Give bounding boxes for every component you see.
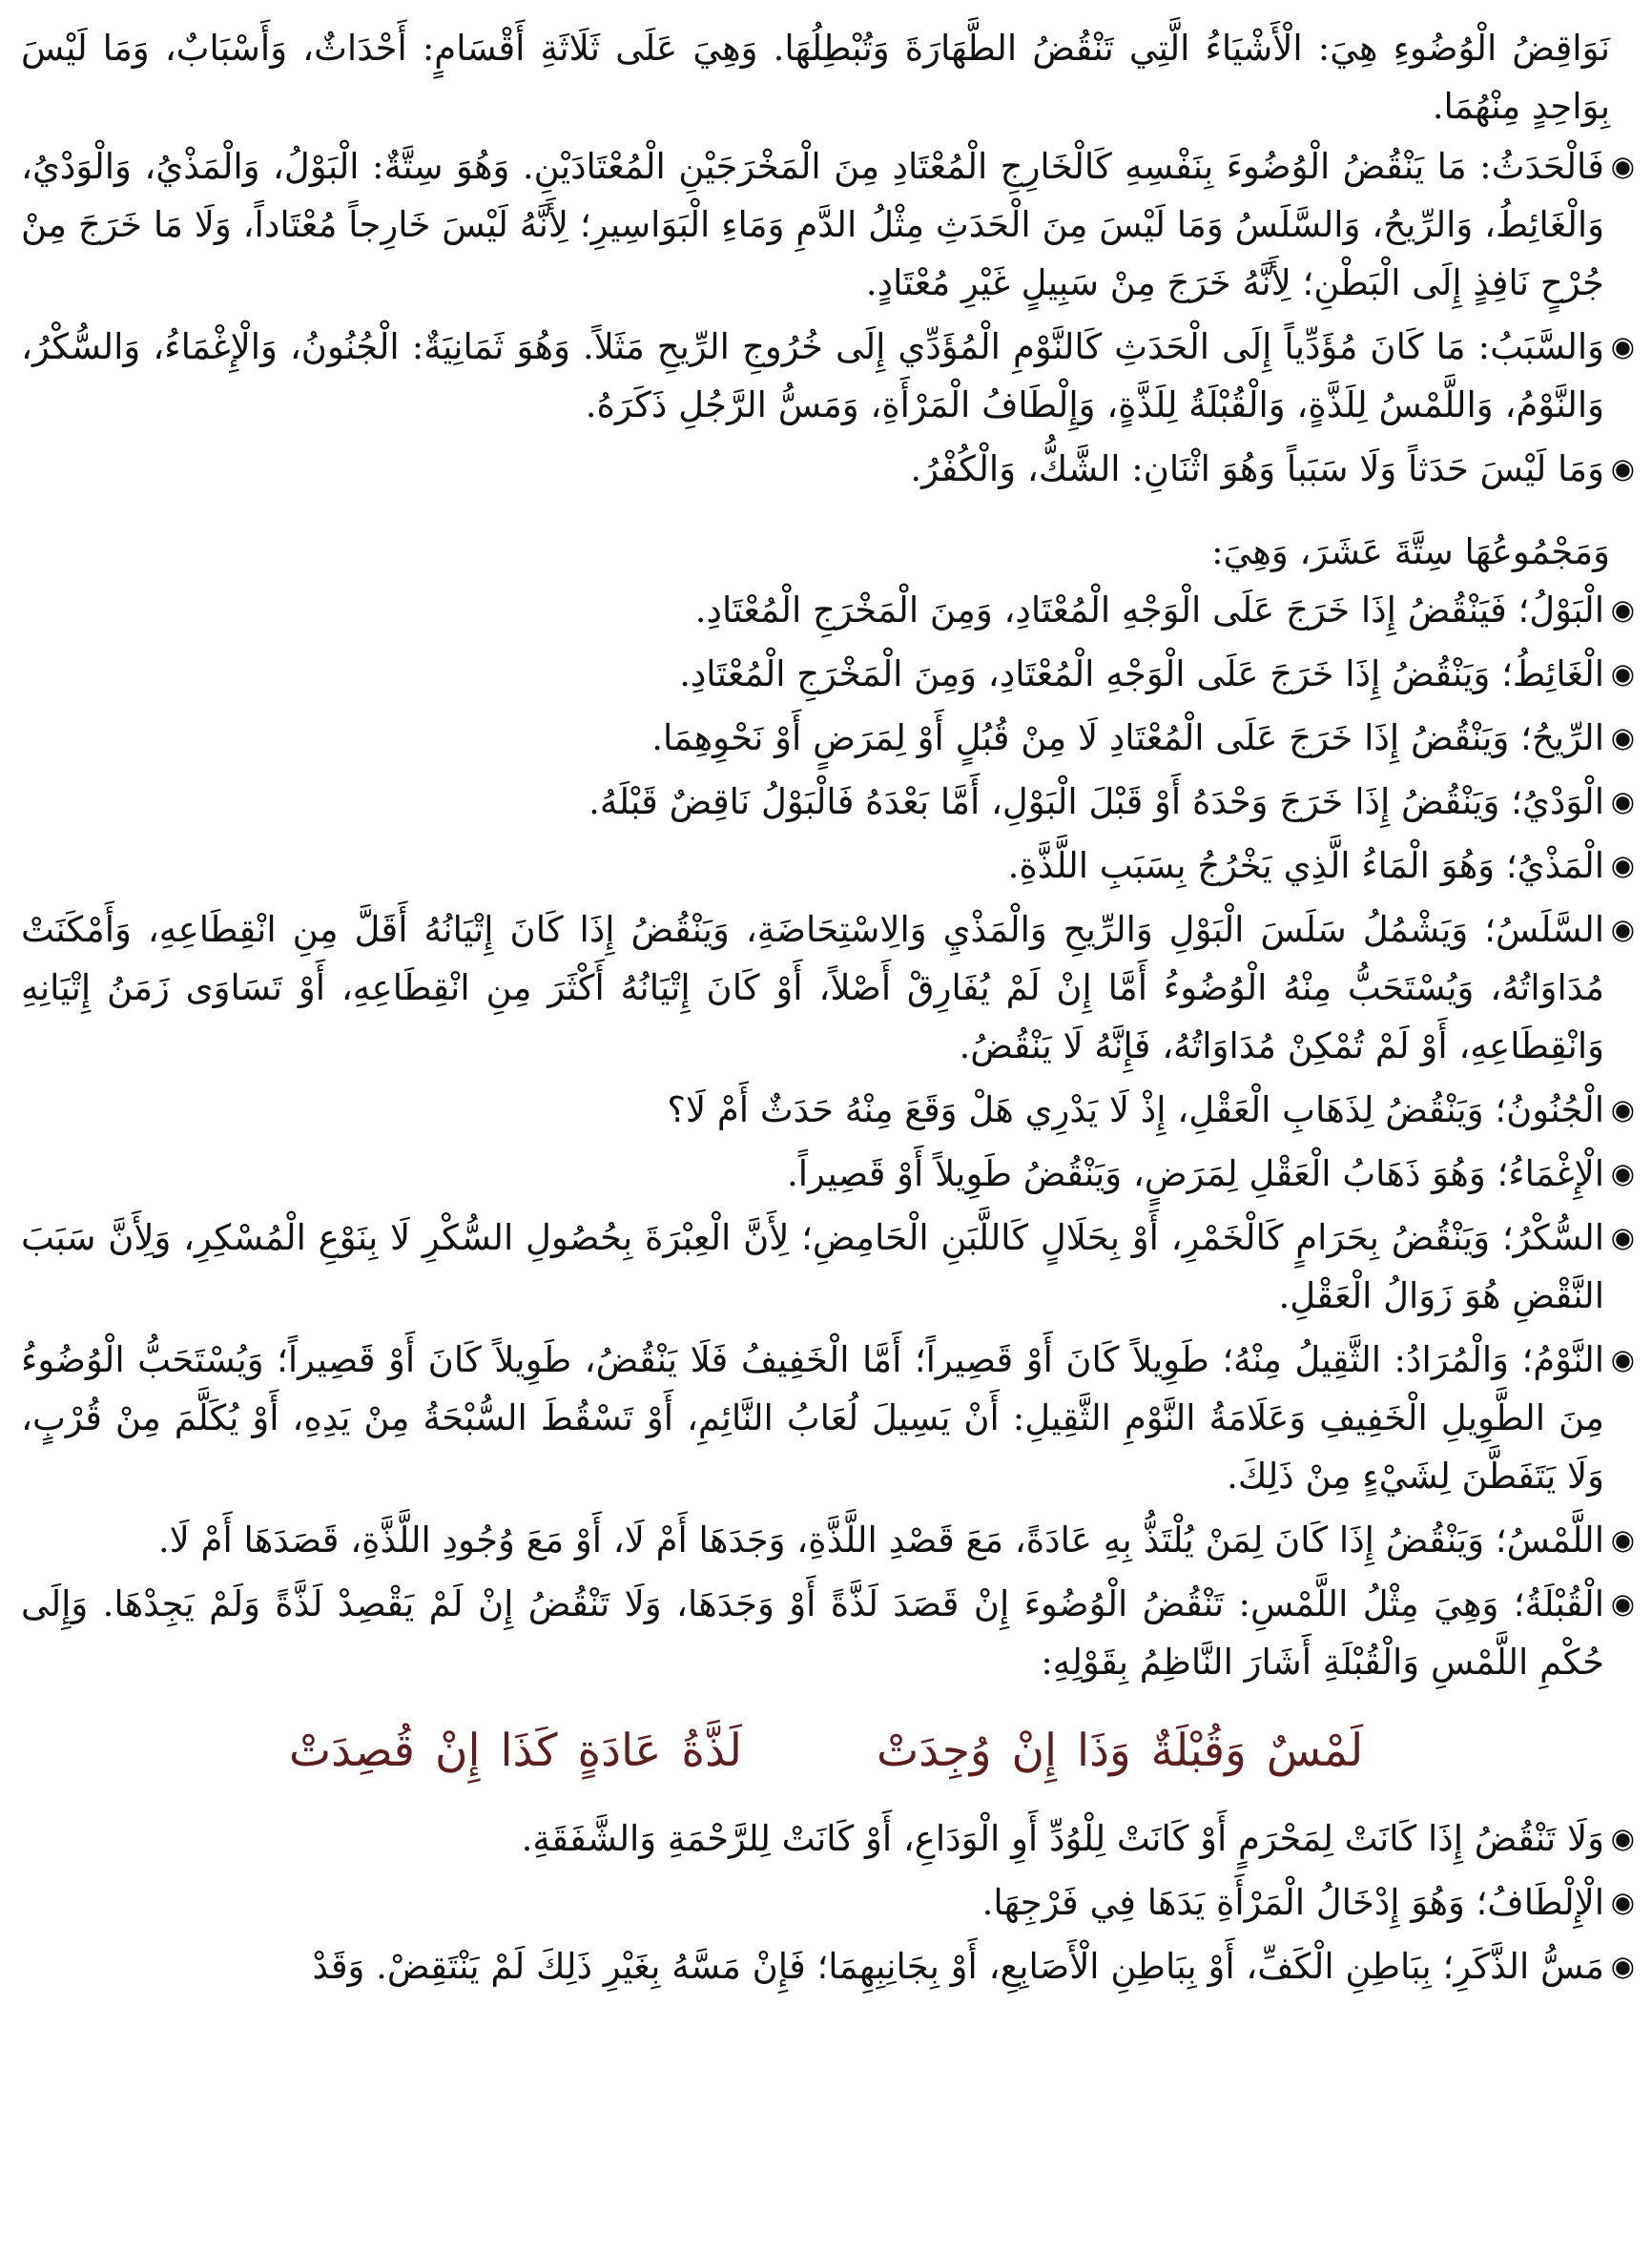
list-item-text: مَسُّ الذَّكَرِ؛ بِبَاطِنِ الْكَفِّ، أَوْ بِبَاطِنِ الْأَصَابِعِ، أَوْ بِجَانِبِهِمَا؛ فَإِنْ مَسَّهُ بِغَيْرِ ذَلِكَ لَمْ يَنْتَقِضْ. وَقَدْ <box>312 1946 1604 1987</box>
bullet-icon: ◉ <box>1610 593 1635 626</box>
list-item <box>21 1145 1635 1203</box>
bullet-icon: ◉ <box>1610 1886 1635 1918</box>
bullet-icon: ◉ <box>1610 849 1635 881</box>
bullet-icon: ◉ <box>1610 1157 1635 1189</box>
bullet-icon: ◉ <box>1610 1093 1635 1126</box>
section-neither-text: وَمَا لَيْسَ حَدَثاً وَلَا سَبَباً وَهُوَ اثْنَانِ: الشَّكُّ، وَالْكُفْرُ. <box>910 448 1604 489</box>
list-item-text: الْمَذْيُ؛ وَهُوَ الْمَاءُ الَّذِي يَخْرُجُ بِسَبَبِ اللَّذَّةِ. <box>1007 845 1604 886</box>
list-item <box>21 1873 1635 1932</box>
list-item-text: الْوَدْيُ؛ وَيَنْقُضُ إِذَا خَرَجَ وَحْدَهُ أَوْ قَبْلَ الْبَوْلِ، أَمَّا بَعْدَهُ فَالْبَوْلُ نَاقِضٌ قَبْلَهُ. <box>589 781 1604 822</box>
list-item-text: السُّكْرُ؛ وَيَنْقُضُ بِحَرَامٍ كَالْخَمْرِ، أَوْ بِحَلَالٍ كَاللَّبَنِ الْحَامِضِ؛ لِأَنَّ الْعِبْرَةَ بِحُصُولِ السُّكْرِ لَا بِنَوْعِ الْمُسْكِرِ، وَلِأَنَّ سَبَبَ النَّقْضِ هُوَ زَوَالُ الْعَقْلِ. <box>21 1217 1604 1316</box>
verse-second-hemistich: لَذَّةُ عَادَةٍ كَذَا إِنْ قُصِدَتْ <box>288 1725 742 1777</box>
list-item <box>21 837 1635 895</box>
bullet-icon: ◉ <box>1610 330 1635 362</box>
list-item <box>21 1331 1635 1505</box>
subheading: وَمَجْمُوعُهَا سِتَّةَ عَشَرَ، وَهِيَ: <box>1211 531 1610 572</box>
intro-paragraph: نَوَاقِضُ الْوُضُوءِ هِيَ: الْأَشْيَاءُ الَّتِي تَنْقُضُ الطَّهَارَةَ وَتُبْطِلُهَا. وَهِيَ عَلَى ثَلَاثَةِ أَقْسَامٍ: أَحْدَاثٌ، وَأَسْبَابٌ، وَمَا لَيْسَ بِوَاحِدٍ مِنْهُمَا. <box>21 28 1611 127</box>
list-item-text: اللَّمْسُ؛ وَيَنْقُضُ إِذَا كَانَ لِمَنْ يُلْتَذُّ بِهِ عَادَةً، مَعَ قَصْدِ اللَّذَّةِ، وَجَدَهَا أَمْ لَا، أَوْ مَعَ وُجُودِ اللَّذَّةِ، قَصَدَهَا أَمْ لَا. <box>157 1519 1604 1561</box>
list-item <box>21 1937 1635 1995</box>
section-hadath-text: فَالْحَدَثُ: مَا يَنْقُضُ الْوُضُوءَ بِنَفْسِهِ كَالْخَارِجِ الْمُعْتَادِ مِنَ الْمَخْرَجَيْنِ الْمُعْتَادَيْنِ. وَهُوَ سِتَّةٌ: الْبَوْلُ، وَالْمَذْيُ، وَالْوَدْيُ، وَالْغَائِطُ، وَالرِّيحُ، وَالسَّلَسُ وَمَا لَيْسَ مِنَ الْحَدَثِ مِثْلُ الدَّمِ وَمَاءِ الْبَوَاسِيرِ؛ لِأَنَّهُ لَيْسَ خَارِجاً مُعْتَاداً، وَلَا مَا خَرَجَ مِنْ جُرْحٍ نَافِذٍ إِلَى الْبَطْنِ؛ لِأَنَّهُ خَرَجَ مِنْ سَبِيلٍ غَيْرِ مُعْتَادٍ. <box>21 146 1604 303</box>
document-page <box>21 19 1635 2253</box>
list-item <box>21 1209 1635 1325</box>
bullet-icon: ◉ <box>1610 1950 1635 1982</box>
list-item <box>21 1081 1635 1139</box>
bullet-icon: ◉ <box>1610 1587 1635 1620</box>
bullet-icon: ◉ <box>1610 1221 1635 1253</box>
bullet-icon: ◉ <box>1610 452 1635 485</box>
list-item-text: الْغَائِطُ؛ وَيَنْقُضُ إِذَا خَرَجَ عَلَى الْوَجْهِ الْمُعْتَادِ، وَمِنَ الْمَخْرَجِ الْمُعْتَادِ. <box>679 653 1604 694</box>
list-item <box>21 709 1635 767</box>
list-item-text: الرِّيحُ؛ وَيَنْقُضُ إِذَا خَرَجَ عَلَى الْمُعْتَادِ لَا مِنْ قُبُلٍ أَوْ لِمَرَضٍ أَوْ نَحْوِهِمَا. <box>651 717 1604 758</box>
bullet-icon: ◉ <box>1610 1523 1635 1556</box>
verse-first-hemistich: لَمْسٌ وَقُبْلَةٌ وَذَا إِنْ وُجِدَتْ <box>876 1725 1364 1777</box>
bullet-icon: ◉ <box>1610 785 1635 817</box>
list-item-text: الْإِغْمَاءُ؛ وَهُوَ ذَهَابُ الْعَقْلِ لِمَرَضٍ، وَيَنْقُضُ طَوِيلاً أَوْ قَصِيراً. <box>787 1153 1604 1194</box>
list-item <box>21 581 1635 639</box>
section-hadath <box>21 137 1635 312</box>
section-sabab-text: وَالسَّبَبُ: مَا كَانَ مُؤَدِّياً إِلَى الْحَدَثِ كَالنَّوْمِ الْمُؤَدِّي إِلَى خُرُوجِ الرِّيحِ مَثَلاً. وَهُوَ ثَمَانِيَةٌ: الْجُنُونُ، وَالْإِغْمَاءُ، وَالسُّكْرُ، وَالنَّوْمُ، وَاللَّمْسُ لِلَذَّةٍ، وَالْقُبْلَةُ لِلَذَّةٍ، وَإِلْطَافُ الْمَرْأَةِ، وَمَسُّ الرَّجُلِ ذَكَرَهُ. <box>21 326 1604 425</box>
list-item-text: الْبَوْلُ؛ فَيَنْقُضُ إِذَا خَرَجَ عَلَى الْوَجْهِ الْمُعْتَادِ، وَمِنَ الْمَخْرَجِ الْمُعْتَادِ. <box>694 589 1604 630</box>
bullet-icon: ◉ <box>1610 1343 1635 1375</box>
section-neither <box>21 440 1635 498</box>
bullet-icon: ◉ <box>1610 1822 1635 1854</box>
list-item <box>21 900 1635 1075</box>
poem-verse <box>21 1699 1631 1804</box>
bullet-icon: ◉ <box>1610 913 1635 945</box>
list-item-text: الْجُنُونُ؛ وَيَنْقُضُ لِذَهَابِ الْعَقْلِ، إِذْ لَا يَدْرِي هَلْ وَقَعَ مِنْهُ حَدَثٌ أَمْ لَا؟ <box>667 1089 1604 1130</box>
bullet-icon: ◉ <box>1610 150 1635 182</box>
list-item <box>21 1575 1635 1691</box>
bullet-icon: ◉ <box>1610 657 1635 690</box>
list-item <box>21 773 1635 831</box>
section-sabab <box>21 318 1635 434</box>
list-item-text: النَّوْمُ؛ وَالْمُرَادُ: الثَّقِيلُ مِنْهُ؛ طَوِيلاً كَانَ أَوْ قَصِيراً؛ أَمَّا الْخَفِيفُ فَلَا يَنْقُضُ، طَوِيلاً كَانَ أَوْ قَصِيراً؛ وَيُسْتَحَبُّ الْوُضُوءُ مِنَ الطَّوِيلِ الْخَفِيفِ وَعَلَامَةُ النَّوْمِ الثَّقِيلِ: أَنْ يَسِيلَ لُعَابُ النَّائِمِ، أَوْ تَسْقُطَ السُّبْحَةُ مِنْ يَدِهِ، أَوْ يُكَلَّمَ مِنْ قُرْبٍ، وَلَا يَتَفَطَّنَ لِشَيْءٍ مِنْ ذَلِكَ. <box>21 1339 1604 1497</box>
list-item-text: الْإِلْطَافُ؛ وَهُوَ إِدْخَالُ الْمَرْأَةِ يَدَهَا فِي فَرْجِهَا. <box>981 1882 1604 1923</box>
list-item-text: السَّلَسُ؛ وَيَشْمُلُ سَلَسَ الْبَوْلِ وَالرِّيحِ وَالْمَذْيِ وَالِاسْتِحَاضَةِ، وَيَنْقُضُ إِذَا كَانَ إِتْيَانُهُ أَقَلَّ مِنِ انْقِطَاعِهِ، وَأَمْكَنَتْ مُدَاوَاتُهُ، وَيُسْتَحَبُّ مِنْهُ الْوُضُوءُ أَمَّا إِنْ لَمْ يُفَارِقْ أَصْلاً، أَوْ كَانَ إِتْيَانُهُ أَكْثَرَ مِنِ انْقِطَاعِهِ، أَوْ تَسَاوَى زَمَنُ إِتْيَانِهِ وَانْقِطَاعِهِ، أَوْ لَمْ تُمْكِنْ مُدَاوَاتُهُ، فَإِنَّهُ لَا يَنْقُضُ. <box>21 909 1604 1066</box>
list-item <box>21 645 1635 703</box>
bullet-icon: ◉ <box>1610 721 1635 754</box>
list-item-text: الْقُبْلَةُ؛ وَهِيَ مِثْلُ اللَّمْسِ: تَنْقُضُ الْوُضُوءَ إِنْ قَصَدَ لَذَّةً أَوْ وَجَدَهَا، وَلَا تَنْقُضُ إِنْ لَمْ يَقْصِدْ لَذَّةً وَلَمْ يَجِدْهَا. وَإِلَى حُكْمِ اللَّمْسِ وَالْقُبْلَةِ أَشَارَ النَّاظِمُ بِقَوْلِهِ: <box>21 1583 1604 1683</box>
list-item <box>21 1809 1635 1868</box>
list-item <box>21 1511 1635 1569</box>
list-item-text: وَلَا تَنْقُضُ إِذَا كَانَتْ لِمَحْرَمٍ أَوْ كَانَتْ لِلْوُدِّ أَوِ الْوَدَاعِ، أَوْ كَانَتْ لِلرَّحْمَةِ وَالشَّفَقَةِ. <box>521 1818 1604 1859</box>
